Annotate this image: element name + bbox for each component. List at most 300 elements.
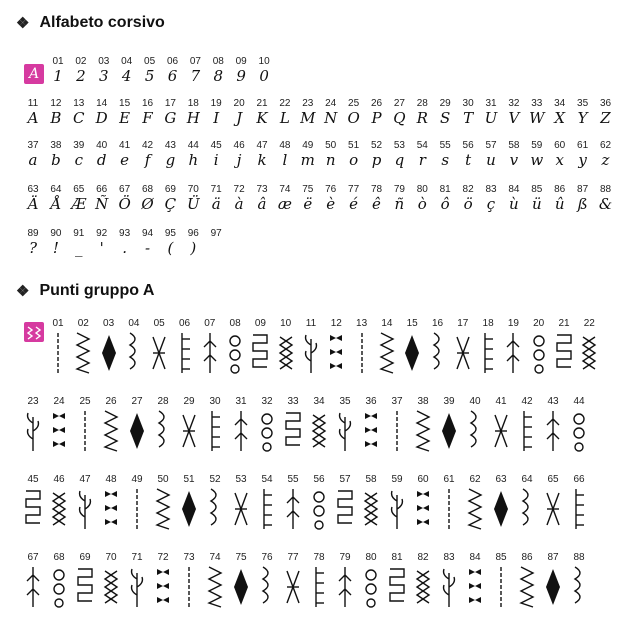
letter-cell[interactable] [230,56,252,96]
stitch-pattern-icon [542,409,564,453]
cursive-glyph: é [349,195,359,213]
letter-cell[interactable] [139,56,161,96]
letter-cell[interactable] [388,184,410,224]
stitch-cell[interactable] [230,474,252,544]
letter-cell[interactable] [343,140,365,180]
letter-cell[interactable] [228,184,250,224]
letter-cell[interactable] [159,98,181,138]
letter-cell[interactable] [457,98,479,138]
stitch-number: 29 [183,396,195,407]
stitch-cell[interactable] [568,552,590,622]
stitch-number: 07 [204,318,216,329]
letter-cell[interactable] [297,98,319,138]
letter-cell[interactable] [182,98,204,138]
letter-cell[interactable] [366,98,388,138]
stitch-pattern-icon [256,409,278,453]
stitch-pattern-icon [308,487,330,531]
letter-cell[interactable] [595,98,617,138]
stitch-cell[interactable] [490,396,512,466]
stitch-cell[interactable] [48,396,70,466]
stitch-cell[interactable] [100,396,122,466]
stitch-cell[interactable] [427,318,449,388]
stitch-cell[interactable] [249,318,271,388]
stitch-pattern-icon [568,409,590,453]
cell-number: 83 [485,184,497,195]
letter-cell[interactable] [114,98,136,138]
cell-number: 01 [52,56,64,67]
stitch-number: 23 [27,396,39,407]
letter-cell[interactable] [116,56,138,96]
stitch-pattern-icon [308,409,330,453]
letter-cell[interactable] [526,140,548,180]
stitch-cell[interactable] [386,474,408,544]
cell-number: 71 [210,184,222,195]
stitch-cell[interactable] [22,396,44,466]
stitch-cell[interactable] [412,552,434,622]
stitch-cell[interactable] [126,474,148,544]
letter-cell[interactable] [159,228,181,268]
letter-cell[interactable] [503,98,525,138]
stitch-cell[interactable] [516,396,538,466]
stitch-cell[interactable] [308,474,330,544]
stitch-cell[interactable] [74,552,96,622]
stitch-pattern-icon [401,331,423,375]
stitch-number: 32 [261,396,273,407]
stitch-number: 17 [457,318,469,329]
letter-cell[interactable] [297,140,319,180]
stitch-cell[interactable] [123,318,145,388]
stitch-cell[interactable] [204,474,226,544]
letter-cell[interactable] [182,228,204,268]
stitch-number: 14 [381,318,393,329]
stitch-cell[interactable] [48,474,70,544]
cell-number: 52 [370,140,383,151]
stitch-number: 43 [547,396,559,407]
letter-cell[interactable] [526,184,548,224]
letter-cell[interactable] [572,184,594,224]
cursive-glyph: 9 [236,67,246,85]
stitch-cell[interactable] [98,318,120,388]
stitch-pattern-icon [477,331,499,375]
stitch-cell[interactable] [300,318,322,388]
letter-cell[interactable] [68,98,90,138]
cursive-glyph: è [326,195,336,213]
letter-cell[interactable] [114,140,136,180]
stitch-number: 65 [547,474,559,485]
stitch-cell[interactable] [204,552,226,622]
stitch-number: 86 [521,552,533,563]
letter-cell[interactable] [22,228,44,268]
letter-cell[interactable] [572,140,594,180]
letter-cell[interactable] [251,98,273,138]
stitch-cell[interactable] [386,396,408,466]
stitch-cell[interactable] [256,474,278,544]
stitch-cell[interactable] [334,474,356,544]
stitch-cell[interactable] [100,474,122,544]
letter-cell[interactable] [205,140,227,180]
stitch-pattern-icon [152,487,174,531]
letter-cell[interactable] [274,98,296,138]
letter-cell[interactable] [480,140,502,180]
letter-cell[interactable] [457,184,479,224]
letter-cell[interactable] [137,228,159,268]
letter-cell[interactable] [159,140,181,180]
letter-cell[interactable] [91,184,113,224]
cell-number: 14 [96,98,108,109]
letter-cell[interactable] [114,228,136,268]
letter-cell[interactable] [251,140,273,180]
stitch-cell[interactable] [152,552,174,622]
stitch-cell[interactable] [22,552,44,622]
stitch-cell[interactable] [22,474,44,544]
cell-number: 08 [212,56,224,67]
stitch-pattern-icon [542,487,564,531]
cursive-glyph: æ [277,195,292,213]
letter-cell[interactable] [549,98,571,138]
stitch-cell[interactable] [516,474,538,544]
stitch-cell[interactable] [174,318,196,388]
stitch-cell[interactable] [360,552,382,622]
stitch-pattern-icon [74,565,96,609]
letter-cell[interactable] [274,140,296,180]
cursive-glyph: ñ [394,195,405,213]
letter-cell[interactable] [162,56,184,96]
cursive-glyph: ê [372,195,381,213]
stitch-cell[interactable] [74,474,96,544]
stitch-number: 60 [417,474,429,485]
stitch-cell[interactable] [412,396,434,466]
stitch-pattern-icon [360,409,382,453]
cell-number: 78 [370,184,383,195]
letter-cell[interactable] [70,56,92,96]
letter-cell[interactable] [388,140,410,180]
letter-cell[interactable] [22,184,44,224]
cursive-glyph: n [325,151,336,169]
stitch-cell[interactable] [334,552,356,622]
stitch-cell[interactable] [126,552,148,622]
letter-cell[interactable] [297,184,319,224]
stitch-cell[interactable] [528,318,550,388]
cursive-mode-icon[interactable]: A [24,64,44,84]
letter-cell[interactable] [184,56,206,96]
letter-cell[interactable] [45,228,67,268]
stitch-pattern-icon [568,565,590,609]
stitch-number: 28 [157,396,169,407]
stitch-cell[interactable] [148,318,170,388]
cell-number: 16 [141,98,154,109]
letter-cell[interactable] [91,140,113,180]
stitch-cell[interactable] [282,552,304,622]
stitch-cell[interactable] [542,552,564,622]
stitch-cell[interactable] [412,474,434,544]
stitch-cell[interactable] [74,396,96,466]
stitch-cell[interactable] [204,396,226,466]
letter-cell[interactable] [114,184,136,224]
stitch-number: 30 [209,396,221,407]
stitch-number: 34 [313,396,325,407]
cursive-glyph: g [165,151,176,169]
stitch-cell[interactable] [199,318,221,388]
stitch-cell[interactable] [578,318,600,388]
letter-cell[interactable] [205,184,227,224]
stitch-cell[interactable] [542,474,564,544]
cursive-glyph: Y [577,109,588,127]
stitch-cell[interactable] [464,552,486,622]
stitch-pattern-icon [464,409,486,453]
letter-cell[interactable] [22,140,44,180]
stitch-pattern-icon [224,331,246,375]
cursive-glyph: 1 [53,67,63,85]
stitch-cell[interactable] [360,396,382,466]
cursive-glyph: F [142,109,153,127]
letter-cell[interactable] [549,140,571,180]
alphabet-row-uppercase [22,98,620,138]
letter-cell[interactable] [343,184,365,224]
letter-cell[interactable] [207,56,229,96]
cell-number: 03 [98,56,110,67]
stitch-cell[interactable] [568,396,590,466]
stitch-number: 54 [261,474,273,485]
letter-cell[interactable] [480,98,502,138]
letter-cell[interactable] [503,140,525,180]
stitch-cell[interactable] [502,318,524,388]
letter-cell[interactable] [388,98,410,138]
letter-cell[interactable] [411,140,433,180]
stitch-cell[interactable] [100,552,122,622]
letter-cell[interactable] [182,184,204,224]
letter-cell[interactable] [45,184,67,224]
stitch-number: 35 [339,396,351,407]
stitch-number: 81 [391,552,403,563]
cursive-glyph: H [186,109,200,127]
stitch-pattern-icon [386,409,408,453]
cursive-glyph: x [555,151,564,169]
stitch-number: 79 [339,552,351,563]
letter-cell[interactable] [572,98,594,138]
stitch-number: 67 [27,552,39,563]
stitch-cell[interactable] [282,474,304,544]
letter-cell[interactable] [68,228,90,268]
letter-cell[interactable] [47,56,69,96]
stitch-cell[interactable] [230,552,252,622]
letter-cell[interactable] [228,98,250,138]
letter-cell[interactable] [45,98,67,138]
stitch-cell[interactable] [464,474,486,544]
stitch-number: 57 [339,474,351,485]
stitch-pattern-icon [282,409,304,453]
stitch-cell[interactable] [438,474,460,544]
letter-cell[interactable] [228,140,250,180]
stitch-cell[interactable] [401,318,423,388]
letter-cell[interactable] [343,98,365,138]
letter-cell[interactable] [91,228,113,268]
letter-cell[interactable] [253,56,275,96]
stitch-cell[interactable] [360,474,382,544]
letter-cell[interactable] [22,98,44,138]
cell-number: 75 [302,184,314,195]
stitch-cell[interactable] [48,552,70,622]
cursive-glyph: j [236,151,242,169]
stitch-pattern-icon [490,487,512,531]
cursive-glyph: R [416,109,428,127]
cursive-glyph: 4 [121,67,132,85]
letter-cell[interactable] [480,184,502,224]
stitch-pattern-icon [568,487,590,531]
cursive-glyph: Å [50,195,62,213]
letter-cell[interactable] [320,184,342,224]
stitch-cell[interactable] [152,396,174,466]
letter-cell[interactable] [366,140,388,180]
stitch-cell[interactable] [490,552,512,622]
cell-number: 18 [187,98,199,109]
letter-cell[interactable] [434,140,456,180]
stitch-cell[interactable] [542,396,564,466]
stitch-pattern-icon [528,331,550,375]
letter-cell[interactable] [137,184,159,224]
cell-number: 25 [348,98,360,109]
cursive-glyph: S [440,109,451,127]
letter-cell[interactable] [274,184,296,224]
stitch-number: 83 [443,552,455,563]
letter-cell[interactable] [503,184,525,224]
stitch-cell[interactable] [334,396,356,466]
cell-number: 87 [577,184,589,195]
cursive-glyph: w [530,151,544,169]
stitch-pattern-icon [126,409,148,453]
letter-cell[interactable] [91,98,113,138]
letter-cell[interactable] [366,184,388,224]
stitch-cell[interactable] [351,318,373,388]
stitch-number: 21 [558,318,570,329]
stitch-cell[interactable] [178,552,200,622]
stitch-cell[interactable] [47,318,69,388]
cell-number: 07 [189,56,201,67]
cursive-glyph: ü [531,195,542,213]
stitch-cell[interactable] [72,318,94,388]
stitch-cell[interactable] [477,318,499,388]
letter-cell[interactable] [434,184,456,224]
stitch-cell[interactable] [178,474,200,544]
cell-number: 70 [187,184,199,195]
stitch-cell[interactable] [308,552,330,622]
letter-cell[interactable] [411,184,433,224]
stitch-pattern-icon [22,487,44,531]
cell-number: 47 [256,140,268,151]
stitch-number: 66 [573,474,585,485]
stitch-cell[interactable] [224,318,246,388]
letter-cell[interactable] [434,98,456,138]
stitch-cell[interactable] [553,318,575,388]
stitch-cell[interactable] [256,396,278,466]
letter-cell[interactable] [320,140,342,180]
letter-cell[interactable] [137,140,159,180]
cursive-glyph: A [27,109,39,127]
cell-number: 89 [27,228,39,239]
stitch-number: 84 [469,552,481,563]
cursive-glyph: _ [75,239,83,257]
stitch-pattern-icon [74,409,96,453]
letter-cell[interactable] [205,98,227,138]
stitch-cell[interactable] [516,552,538,622]
stitch-cell[interactable] [386,552,408,622]
letter-cell[interactable] [45,140,67,180]
stitch-cell[interactable] [308,396,330,466]
cursive-glyph: ( [167,239,174,257]
letter-cell[interactable] [526,98,548,138]
letter-cell[interactable] [251,184,273,224]
stitch-pattern-icon [275,331,297,375]
letter-cell[interactable] [320,98,342,138]
letter-cell[interactable] [182,140,204,180]
stitch-pattern-icon [178,487,200,531]
letter-cell[interactable] [137,98,159,138]
stitch-cell[interactable] [282,396,304,466]
letter-cell[interactable] [411,98,433,138]
letter-cell[interactable] [68,184,90,224]
cell-number: 11 [27,98,39,109]
cell-number: 17 [164,98,176,109]
cursive-glyph: e [120,151,130,169]
stitch-pattern-icon [148,331,170,375]
letter-cell[interactable] [159,184,181,224]
stitch-cell[interactable] [325,318,347,388]
stitch-cell[interactable] [275,318,297,388]
stitch-number: 36 [365,396,377,407]
cursive-glyph: & [598,195,613,213]
cursive-glyph: 8 [213,67,224,85]
stitch-number: 63 [495,474,507,485]
stitch-cell[interactable] [126,396,148,466]
stitch-cell[interactable] [438,552,460,622]
cell-number: 23 [302,98,314,109]
letter-cell[interactable] [595,140,617,180]
letter-cell[interactable] [205,228,227,268]
stitch-pattern-icon [542,565,564,609]
letter-cell[interactable] [549,184,571,224]
cell-number: 19 [210,98,222,109]
stitch-number: 33 [287,396,299,407]
stitch-cell[interactable] [464,396,486,466]
stitch-cell[interactable] [490,474,512,544]
cell-number: 28 [416,98,428,109]
cell-number: 55 [439,140,451,151]
stitch-cell[interactable] [230,396,252,466]
letter-cell[interactable] [93,56,115,96]
cell-number: 13 [73,98,85,109]
stitch-number: 27 [131,396,143,407]
letter-cell[interactable] [68,140,90,180]
stitch-cell[interactable] [568,474,590,544]
stitch-cell[interactable] [256,552,278,622]
stitch-cell[interactable] [376,318,398,388]
stitch-pattern-icon [412,487,434,531]
cursive-glyph: X [554,109,566,127]
stitch-row-3 [22,474,620,544]
letter-cell[interactable] [457,140,479,180]
stitch-cell[interactable] [152,474,174,544]
letter-cell[interactable] [595,184,617,224]
stitch-cell[interactable] [452,318,474,388]
cursive-glyph: b [51,151,61,169]
cell-number: 40 [96,140,108,151]
cell-number: 61 [577,140,589,151]
cell-number: 62 [599,140,612,151]
cell-number: 45 [210,140,222,151]
stitch-pattern-icon [230,565,252,609]
stitch-cell[interactable] [178,396,200,466]
cursive-glyph: 0 [259,67,269,85]
stitch-cell[interactable] [438,396,460,466]
